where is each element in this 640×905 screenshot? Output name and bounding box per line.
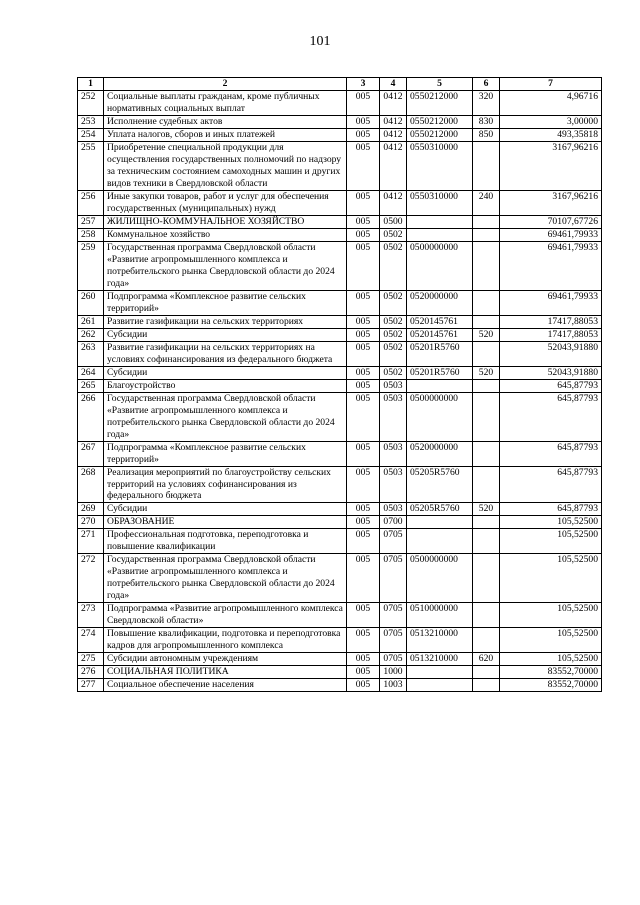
row-number: 258 — [78, 228, 104, 241]
department-code: 005 — [347, 228, 380, 241]
budget-table — [77, 77, 602, 692]
expense-type-code — [473, 441, 500, 466]
expense-type-code — [473, 679, 500, 692]
table-row — [78, 190, 602, 215]
section-code: 0502 — [380, 341, 407, 366]
target-article-code: 0550310000 — [407, 141, 473, 190]
expense-type-code — [473, 628, 500, 653]
section-code: 1000 — [380, 666, 407, 679]
table-row — [78, 628, 602, 653]
row-number: 267 — [78, 441, 104, 466]
item-name: Подпрограмма «Развитие агропромышленного комплекса Свердловской области» — [104, 603, 347, 628]
section-code: 0412 — [380, 141, 407, 190]
item-name: Исполнение судебных актов — [104, 115, 347, 128]
section-code: 0705 — [380, 603, 407, 628]
target-article-code — [407, 529, 473, 554]
item-name: Государственная программа Свердловской области «Развитие агропромышленного комплекса и потребительского рынка Свердловской области до 2024 года» — [104, 241, 347, 290]
department-code: 005 — [347, 466, 380, 503]
department-code: 005 — [347, 653, 380, 666]
table-row — [78, 653, 602, 666]
amount: 83552,70000 — [500, 679, 602, 692]
target-article-code: 05201R5760 — [407, 341, 473, 366]
target-article-code: 05205R5760 — [407, 466, 473, 503]
row-number: 271 — [78, 529, 104, 554]
row-number: 252 — [78, 90, 104, 115]
table-row — [78, 90, 602, 115]
item-name: Субсидии — [104, 503, 347, 516]
row-number: 270 — [78, 516, 104, 529]
expense-type-code — [473, 341, 500, 366]
row-number: 272 — [78, 554, 104, 603]
row-number: 273 — [78, 603, 104, 628]
amount: 70107,67726 — [500, 215, 602, 228]
table-body — [78, 90, 602, 691]
section-code: 0502 — [380, 328, 407, 341]
row-number: 256 — [78, 190, 104, 215]
column-header: 3 — [347, 78, 380, 91]
department-code: 005 — [347, 141, 380, 190]
amount: 69461,79933 — [500, 228, 602, 241]
amount: 69461,79933 — [500, 290, 602, 315]
expense-type-code: 830 — [473, 115, 500, 128]
amount: 645,87793 — [500, 392, 602, 441]
department-code: 005 — [347, 128, 380, 141]
target-article-code: 0520000000 — [407, 290, 473, 315]
target-article-code: 05205R5760 — [407, 503, 473, 516]
section-code: 0502 — [380, 228, 407, 241]
department-code: 005 — [347, 215, 380, 228]
expense-type-code — [473, 554, 500, 603]
target-article-code — [407, 679, 473, 692]
item-name: Уплата налогов, сборов и иных платежей — [104, 128, 347, 141]
item-name: Субсидии — [104, 328, 347, 341]
page-number: 101 — [309, 34, 331, 49]
target-article-code: 0520145761 — [407, 328, 473, 341]
row-number: 266 — [78, 392, 104, 441]
table-row — [78, 241, 602, 290]
row-number: 263 — [78, 341, 104, 366]
item-name: Социальные выплаты гражданам, кроме публичных нормативных социальных выплат — [104, 90, 347, 115]
department-code: 005 — [347, 628, 380, 653]
department-code: 005 — [347, 190, 380, 215]
section-code: 0502 — [380, 290, 407, 315]
department-code: 005 — [347, 554, 380, 603]
table-row — [78, 503, 602, 516]
expense-type-code — [473, 315, 500, 328]
table-row — [78, 290, 602, 315]
item-name: Развитие газификации на сельских территориях на условиях софинансирования из федерального бюджета — [104, 341, 347, 366]
section-code: 0503 — [380, 503, 407, 516]
item-name: Государственная программа Свердловской области «Развитие агропромышленного комплекса и потребительского рынка Свердловской области до 2024 года» — [104, 554, 347, 603]
amount: 17417,88053 — [500, 328, 602, 341]
expense-type-code — [473, 290, 500, 315]
table-row — [78, 392, 602, 441]
target-article-code: 05201R5760 — [407, 366, 473, 379]
expense-type-code: 520 — [473, 366, 500, 379]
target-article-code: 0550212000 — [407, 90, 473, 115]
section-code: 1003 — [380, 679, 407, 692]
expense-type-code: 320 — [473, 90, 500, 115]
department-code: 005 — [347, 90, 380, 115]
item-name: Государственная программа Свердловской области «Развитие агропромышленного комплекса и потребительского рынка Свердловской области до 2024 года» — [104, 392, 347, 441]
department-code: 005 — [347, 341, 380, 366]
section-code: 0500 — [380, 215, 407, 228]
row-number: 275 — [78, 653, 104, 666]
amount: 645,87793 — [500, 441, 602, 466]
section-code: 0705 — [380, 529, 407, 554]
table-row — [78, 366, 602, 379]
row-number: 277 — [78, 679, 104, 692]
department-code: 005 — [347, 666, 380, 679]
amount: 645,87793 — [500, 503, 602, 516]
amount: 105,52500 — [500, 603, 602, 628]
table-row — [78, 328, 602, 341]
target-article-code — [407, 666, 473, 679]
row-number: 265 — [78, 379, 104, 392]
table-row — [78, 603, 602, 628]
header-row — [78, 78, 602, 91]
amount: 493,35818 — [500, 128, 602, 141]
amount: 69461,79933 — [500, 241, 602, 290]
item-name: Подпрограмма «Комплексное развитие сельских территорий» — [104, 441, 347, 466]
department-code: 005 — [347, 603, 380, 628]
row-number: 257 — [78, 215, 104, 228]
table-row — [78, 315, 602, 328]
item-name: Подпрограмма «Комплексное развитие сельских территорий» — [104, 290, 347, 315]
item-name: Коммунальное хозяйство — [104, 228, 347, 241]
target-article-code: 0500000000 — [407, 241, 473, 290]
expense-type-code — [473, 666, 500, 679]
item-name: СОЦИАЛЬНАЯ ПОЛИТИКА — [104, 666, 347, 679]
expense-type-code — [473, 228, 500, 241]
target-article-code: 0520145761 — [407, 315, 473, 328]
amount: 3,00000 — [500, 115, 602, 128]
department-code: 005 — [347, 379, 380, 392]
item-name: Повышение квалификации, подготовка и переподготовка кадров для агропромышленного комплекса — [104, 628, 347, 653]
row-number: 260 — [78, 290, 104, 315]
department-code: 005 — [347, 315, 380, 328]
item-name: Профессиональная подготовка, переподготовка и повышение квалификации — [104, 529, 347, 554]
amount: 105,52500 — [500, 529, 602, 554]
section-code: 0412 — [380, 128, 407, 141]
table-row — [78, 228, 602, 241]
row-number: 268 — [78, 466, 104, 503]
row-number: 262 — [78, 328, 104, 341]
table-row — [78, 379, 602, 392]
table-row — [78, 441, 602, 466]
expense-type-code — [473, 516, 500, 529]
amount: 52043,91880 — [500, 366, 602, 379]
target-article-code — [407, 228, 473, 241]
table-row — [78, 215, 602, 228]
section-code: 0502 — [380, 241, 407, 290]
item-name: Приобретение специальной продукции для осуществления государственных полномочий по надзору за техническим состоянием самоходных машин и других видов техники в Свердловской области — [104, 141, 347, 190]
target-article-code: 0500000000 — [407, 392, 473, 441]
expense-type-code: 520 — [473, 328, 500, 341]
expense-type-code — [473, 466, 500, 503]
item-name: Развитие газификации на сельских территориях — [104, 315, 347, 328]
amount: 52043,91880 — [500, 341, 602, 366]
amount: 83552,70000 — [500, 666, 602, 679]
amount: 645,87793 — [500, 466, 602, 503]
table-row — [78, 554, 602, 603]
amount: 3167,96216 — [500, 190, 602, 215]
item-name: ОБРАЗОВАНИЕ — [104, 516, 347, 529]
amount: 105,52500 — [500, 628, 602, 653]
expense-type-code: 520 — [473, 503, 500, 516]
row-number: 269 — [78, 503, 104, 516]
column-header: 1 — [78, 78, 104, 91]
target-article-code — [407, 215, 473, 228]
row-number: 253 — [78, 115, 104, 128]
amount: 105,52500 — [500, 653, 602, 666]
amount: 105,52500 — [500, 516, 602, 529]
table-row — [78, 679, 602, 692]
department-code: 005 — [347, 392, 380, 441]
target-article-code: 0550212000 — [407, 128, 473, 141]
section-code: 0705 — [380, 653, 407, 666]
row-number: 264 — [78, 366, 104, 379]
table-row — [78, 529, 602, 554]
item-name: Благоустройство — [104, 379, 347, 392]
section-code: 0503 — [380, 441, 407, 466]
table-row — [78, 516, 602, 529]
target-article-code — [407, 516, 473, 529]
expense-type-code: 240 — [473, 190, 500, 215]
row-number: 255 — [78, 141, 104, 190]
target-article-code: 0510000000 — [407, 603, 473, 628]
column-header: 6 — [473, 78, 500, 91]
row-number: 259 — [78, 241, 104, 290]
row-number: 261 — [78, 315, 104, 328]
target-article-code: 0550212000 — [407, 115, 473, 128]
expense-type-code: 850 — [473, 128, 500, 141]
department-code: 005 — [347, 328, 380, 341]
row-number: 276 — [78, 666, 104, 679]
expense-type-code — [473, 141, 500, 190]
item-name: Социальное обеспечение населения — [104, 679, 347, 692]
section-code: 0412 — [380, 90, 407, 115]
section-code: 0412 — [380, 115, 407, 128]
section-code: 0700 — [380, 516, 407, 529]
section-code: 0502 — [380, 315, 407, 328]
target-article-code: 0513210000 — [407, 653, 473, 666]
amount: 105,52500 — [500, 554, 602, 603]
section-code: 0705 — [380, 554, 407, 603]
department-code: 005 — [347, 516, 380, 529]
amount: 4,96716 — [500, 90, 602, 115]
amount: 17417,88053 — [500, 315, 602, 328]
expense-type-code — [473, 379, 500, 392]
section-code: 0503 — [380, 392, 407, 441]
department-code: 005 — [347, 290, 380, 315]
section-code: 0705 — [380, 628, 407, 653]
column-header: 5 — [407, 78, 473, 91]
amount: 3167,96216 — [500, 141, 602, 190]
row-number: 254 — [78, 128, 104, 141]
expense-type-code — [473, 603, 500, 628]
target-article-code: 0500000000 — [407, 554, 473, 603]
section-code: 0502 — [380, 366, 407, 379]
column-header: 2 — [104, 78, 347, 91]
department-code: 005 — [347, 503, 380, 516]
target-article-code: 0513210000 — [407, 628, 473, 653]
department-code: 005 — [347, 679, 380, 692]
column-header: 7 — [500, 78, 602, 91]
target-article-code: 0550310000 — [407, 190, 473, 215]
expense-type-code — [473, 241, 500, 290]
amount: 645,87793 — [500, 379, 602, 392]
section-code: 0503 — [380, 466, 407, 503]
department-code: 005 — [347, 241, 380, 290]
department-code: 005 — [347, 529, 380, 554]
column-header: 4 — [380, 78, 407, 91]
department-code: 005 — [347, 366, 380, 379]
expense-type-code — [473, 215, 500, 228]
table-row — [78, 666, 602, 679]
expense-type-code — [473, 392, 500, 441]
item-name: Иные закупки товаров, работ и услуг для обеспечения государственных (муниципальных) нужд — [104, 190, 347, 215]
item-name: Субсидии — [104, 366, 347, 379]
table-row — [78, 141, 602, 190]
row-number: 274 — [78, 628, 104, 653]
table-row — [78, 115, 602, 128]
department-code: 005 — [347, 441, 380, 466]
expense-type-code — [473, 529, 500, 554]
table-row — [78, 466, 602, 503]
target-article-code — [407, 379, 473, 392]
section-code: 0503 — [380, 379, 407, 392]
table-row — [78, 128, 602, 141]
item-name: ЖИЛИЩНО-КОММУНАЛЬНОЕ ХОЗЯЙСТВО — [104, 215, 347, 228]
target-article-code: 0520000000 — [407, 441, 473, 466]
item-name: Реализация мероприятий по благоустройству сельских территорий на условиях софинансирования из федерального бюджета — [104, 466, 347, 503]
department-code: 005 — [347, 115, 380, 128]
table-row — [78, 341, 602, 366]
section-code: 0412 — [380, 190, 407, 215]
expense-type-code: 620 — [473, 653, 500, 666]
item-name: Субсидии автономным учреждениям — [104, 653, 347, 666]
